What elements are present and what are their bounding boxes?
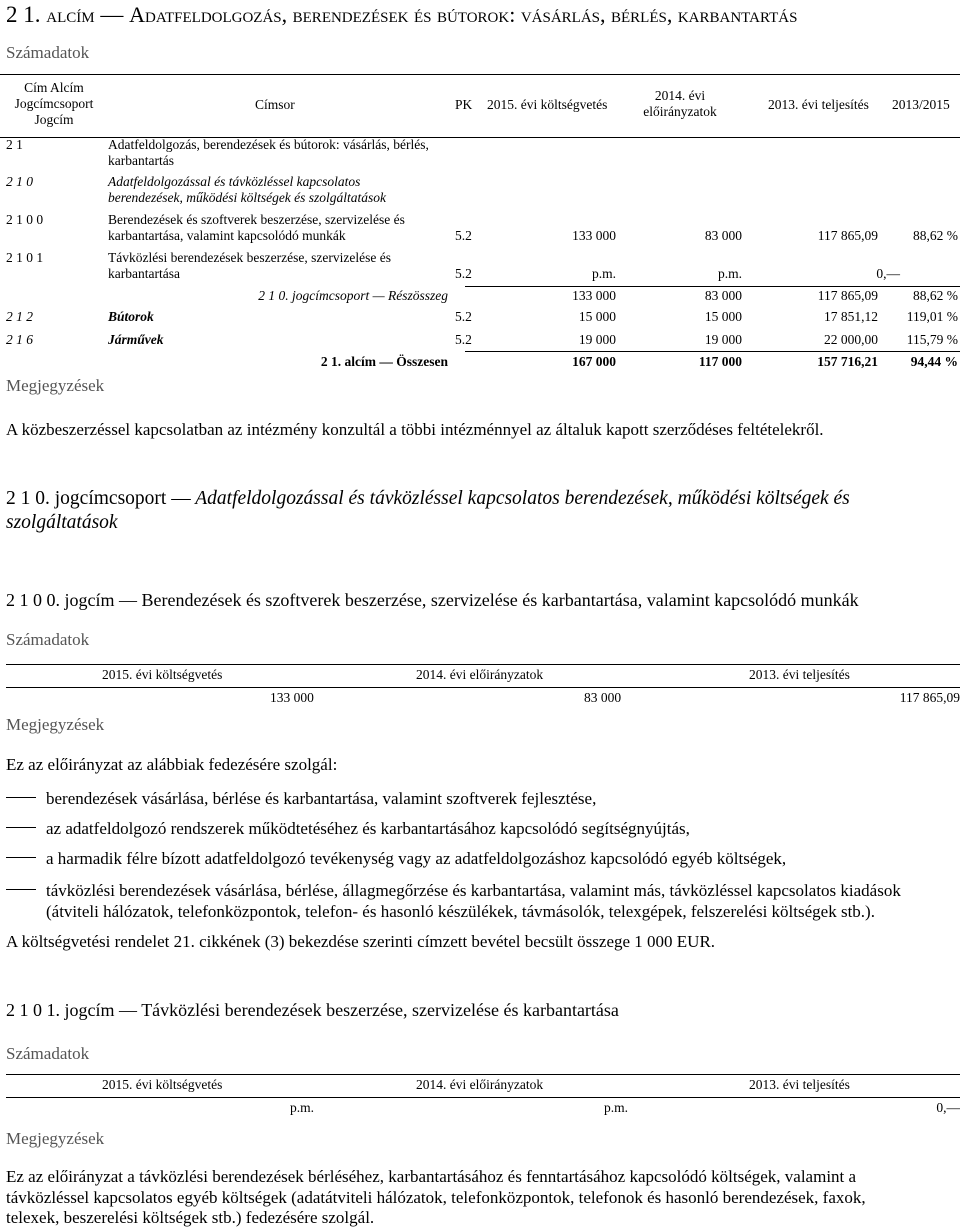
- row-code: 2 1 6: [6, 332, 33, 347]
- row-title-line: berendezések, működési költségek és szolgáltatások: [108, 190, 387, 205]
- section-2100-dash: —: [119, 590, 137, 610]
- estimate-paragraph: A költségvetési rendelet 21. cikkének (3) bekezdése szerinti címzett bevétel becsült összege 1 000 EUR.: [6, 932, 716, 951]
- bullet-item: távközlési berendezések vásárlása, bérlése, állagmegőrzése és karbantartása, valamint más, távközléssel kapcsolatos kiadások: [46, 881, 901, 900]
- remark-line: Ez az előirányzat a távközlési berendezések bérléséhez, karbantartásához és fenntartásához kapcsolódó költségek, valamint a: [6, 1167, 857, 1186]
- value-2015: 133 000: [270, 690, 314, 705]
- intro-paragraph: Ez az előirányzat az alábbiak fedezésére szolgál:: [6, 755, 338, 774]
- section-2100-heading: [6, 590, 859, 611]
- value-2015: p.m.: [290, 1100, 315, 1115]
- page-title: [6, 2, 797, 28]
- section-2101-text: Távközlési berendezések beszerzése, szervizelése és karbantartása: [141, 1000, 619, 1020]
- row-separator: [465, 286, 960, 287]
- szamadatok-label-1: Számadatok: [6, 43, 90, 62]
- row-code: 2 1: [6, 137, 23, 152]
- note-paragraph: A közbeszerzéssel kapcsolatban az intézmény konzultál a többi intézménnyel az általuk kapott szerződéses feltételekről.: [6, 420, 824, 439]
- row-2013: 22 000,00: [824, 332, 878, 347]
- row-ratio: 115,79 %: [906, 332, 958, 347]
- row-2014: 19 000: [704, 332, 742, 347]
- row-title-line: Berendezések és szoftverek beszerzése, szervizelése és: [108, 212, 405, 227]
- row-2013: 0,—: [876, 266, 900, 281]
- row-separator: [465, 351, 960, 352]
- header-ratio: 2013/2015: [892, 97, 950, 112]
- row-2015: 133 000: [572, 288, 616, 303]
- header-code-line: Jogcím: [34, 112, 74, 127]
- header-pk: PK: [455, 97, 473, 112]
- row-pk: 5.2: [455, 332, 472, 347]
- bullet-dash: [6, 857, 36, 858]
- heading-text: Adatfeldolgozás, berendezések és bútorok: vásárlás, bérlés, karbantartás: [129, 2, 798, 27]
- header-2015: 2015. évi költségvetés: [102, 1077, 223, 1092]
- row-ratio: 119,01 %: [906, 309, 958, 324]
- heading-dash: —: [100, 2, 124, 27]
- row-2013: 117 865,09: [817, 288, 878, 303]
- row-title: Bútorok: [108, 309, 154, 324]
- megjegyzesek-label-3: Megjegyzések: [6, 1129, 105, 1148]
- row-code: 2 1 0 0: [6, 212, 44, 227]
- row-2013: 157 716,21: [817, 354, 878, 369]
- section-210-heading: [6, 487, 956, 535]
- row-2014: 15 000: [704, 309, 742, 324]
- row-2015: 19 000: [578, 332, 616, 347]
- section-2101-prefix: 2 1 0 1. jogcím: [6, 1000, 115, 1020]
- row-code: 2 1 0: [6, 174, 33, 189]
- row-title-line: Adatfeldolgozás, berendezések és bútorok: vásárlás, bérlés,: [108, 137, 429, 152]
- header-2013: 2013. évi teljesítés: [749, 667, 850, 682]
- row-2013: 17 851,12: [824, 309, 878, 324]
- bullet-item: (átviteli hálózatok, telefonközpontok, telefon- és hasonló készülékek, távmásolók, telexgépek, felszerelési költségek stb.).: [46, 902, 875, 921]
- value-2014: p.m.: [604, 1100, 629, 1115]
- row-2014: 83 000: [704, 288, 742, 303]
- row-title: Járművek: [108, 332, 164, 347]
- row-title: 2 1. alcím — Összesen: [320, 354, 448, 369]
- header-2014: 2014. évi előirányzatok: [416, 667, 544, 682]
- row-title-line: karbantartás: [108, 153, 174, 168]
- value-2013: 0,—: [936, 1100, 960, 1115]
- szamadatok-label-2: Számadatok: [6, 630, 90, 649]
- header-cimsor: Címsor: [255, 97, 295, 112]
- row-title: [108, 250, 391, 282]
- header-2015: 2015. évi költségvetés: [487, 97, 608, 112]
- row-title: [108, 174, 386, 206]
- row-ratio: 88,62 %: [913, 288, 958, 303]
- heading-prefix: alcím: [46, 2, 95, 27]
- row-2014: 117 000: [698, 354, 742, 369]
- row-2015: 133 000: [572, 228, 616, 243]
- row-2013: 117 865,09: [817, 228, 878, 243]
- row-title-line: Adatfeldolgozással és távközléssel kapcsolatos: [108, 174, 361, 189]
- section-2100-prefix: 2 1 0 0. jogcím: [6, 590, 115, 610]
- row-ratio: 88,62 %: [913, 228, 958, 243]
- row-2014: 83 000: [704, 228, 742, 243]
- section-210-prefix: 2 1 0. jogcímcsoport: [6, 488, 167, 509]
- row-title-line: karbantartása: [108, 266, 180, 281]
- row-pk: 5.2: [455, 309, 472, 324]
- header-2014-line: előirányzatok: [643, 104, 717, 119]
- heading-number: 2 1.: [6, 2, 41, 27]
- remark-line: távközléssel kapcsolatos egyéb költségek (adatátviteli hálózatok, telefonközpontok, telefonok és hasonló berendezések, faxok,: [6, 1188, 866, 1207]
- row-2015: 167 000: [572, 354, 616, 369]
- header-code: [0, 80, 108, 128]
- section-210-text: szolgáltatások: [6, 512, 118, 533]
- section-2101-dash: —: [119, 1000, 137, 1020]
- row-code: 2 1 0 1: [6, 250, 44, 265]
- section-2101-heading: [6, 1000, 619, 1021]
- row-pk: 5.2: [455, 266, 472, 281]
- section-210-dash: —: [171, 488, 191, 509]
- megjegyzesek-label-2: Megjegyzések: [6, 715, 105, 734]
- header-2013: 2013. évi teljesítés: [768, 97, 869, 112]
- bullet-item: berendezések vásárlása, bérlése és karbantartása, valamint szoftverek fejlesztése,: [46, 789, 597, 808]
- header-code-line: Cím Alcím: [24, 80, 84, 95]
- header-2015: 2015. évi költségvetés: [102, 667, 223, 682]
- row-pk: 5.2: [455, 228, 472, 243]
- header-2014-line: 2014. évi: [654, 88, 706, 103]
- bullet-dash: [6, 889, 36, 890]
- header-2014: [640, 88, 720, 120]
- row-2014: p.m.: [717, 266, 742, 281]
- row-code: 2 1 2: [6, 309, 33, 324]
- row-2015: 15 000: [578, 309, 616, 324]
- header-2014: 2014. évi előirányzatok: [416, 1077, 544, 1092]
- section-210-text: Adatfeldolgozással és távközléssel kapcsolatos berendezések, működési költségek és: [195, 488, 850, 509]
- bullet-item: az adatfeldolgozó rendszerek működtetéséhez és karbantartásához kapcsolódó segítségnyújtás,: [46, 819, 690, 838]
- value-2014: 83 000: [584, 690, 622, 705]
- megjegyzesek-label-1: Megjegyzések: [6, 376, 105, 395]
- header-code-line: Jogcímcsoport: [14, 96, 94, 111]
- row-title: [108, 212, 405, 244]
- row-title-line: Távközlési berendezések beszerzése, szervizelése és: [108, 250, 391, 265]
- bullet-item: a harmadik félre bízott adatfeldolgozó tevékenység vagy az adatfeldolgozáshoz kapcsolódó egyéb költségek,: [46, 849, 787, 868]
- row-title: 2 1 0. jogcímcsoport — Részösszeg: [258, 288, 448, 303]
- bullet-dash: [6, 797, 36, 798]
- header-2013: 2013. évi teljesítés: [749, 1077, 850, 1092]
- szamadatok-label-3: Számadatok: [6, 1044, 90, 1063]
- remark-line: telexek, beszerelési költségek stb.) fedezésére szolgál.: [6, 1208, 375, 1227]
- row-title-line: karbantartása, valamint kapcsolódó munkák: [108, 228, 346, 243]
- row-ratio: 94,44 %: [910, 354, 958, 369]
- section-2100-text: Berendezések és szoftverek beszerzése, szervizelése és karbantartása, valamint kapcsolódó munkák: [141, 590, 859, 610]
- row-title: [108, 137, 429, 169]
- row-2015: p.m.: [591, 266, 616, 281]
- value-2013: 117 865,09: [899, 690, 960, 705]
- bullet-dash: [6, 827, 36, 828]
